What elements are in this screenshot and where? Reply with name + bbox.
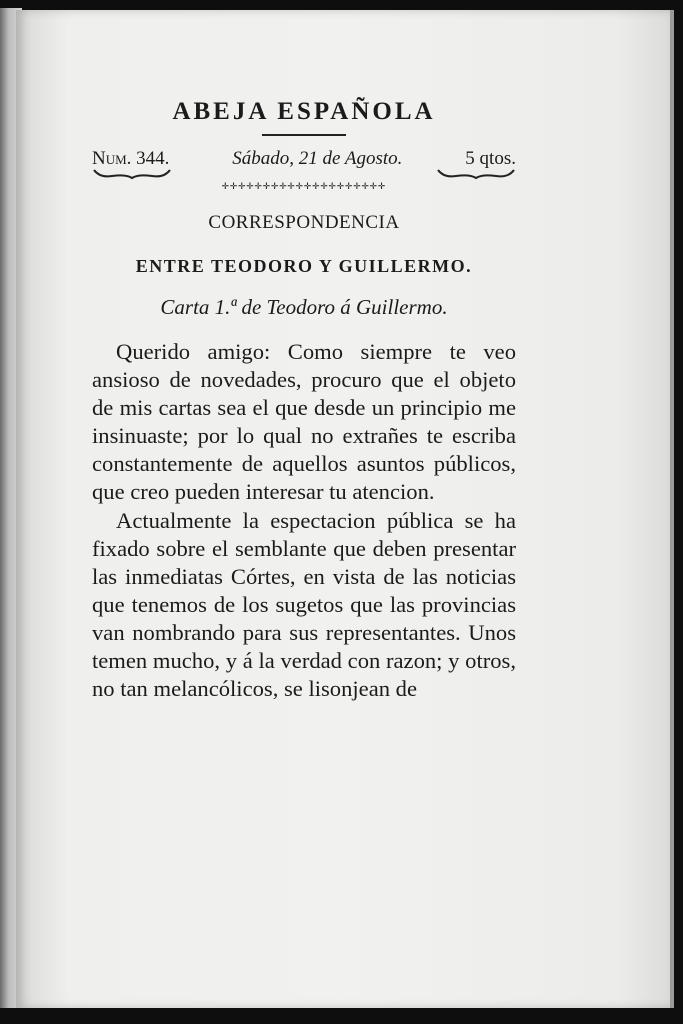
newspaper-title: ABEJA ESPAÑOLA <box>172 98 436 125</box>
ornament-divider: ✛✛✛✛✛✛✛✛✛✛✛✛✛✛✛✛✛✛✛✛ <box>221 178 387 192</box>
issue-number: Num. 344. <box>92 148 170 169</box>
page-edge <box>670 10 674 1008</box>
left-flourish-icon <box>92 168 172 182</box>
issue-price: 5 qtos. <box>465 148 516 169</box>
issue-date: Sábado, 21 de Agosto. <box>232 148 403 169</box>
right-flourish-icon <box>436 168 516 182</box>
article-subtitle: ENTRE TEODORO Y GUILLERMO. <box>135 256 473 276</box>
article-body <box>92 338 516 703</box>
book-page <box>16 10 670 1008</box>
title-rule <box>262 134 346 136</box>
letter-title: Carta 1.ª de Teodoro á Guillermo. <box>160 295 448 319</box>
page-content <box>92 98 516 703</box>
section-title: CORRESPONDENCIA <box>208 212 400 233</box>
issue-line <box>92 148 516 170</box>
paragraph: Querido amigo: Como siempre te veo ansioso de novedades, procuro que el objeto de mis cartas sea el que desde un principio me insinuaste; por lo qual no extrañes te escriba constantemente de aquellos asuntos públicos, que creo pueden interesar tu atencion. <box>92 339 516 505</box>
paragraph: Actualmente la espectacion pública se ha fixado sobre el semblante que deben presentar las inmediatas Córtes, en vista de las noticias que tenemos de los sugetos que las provincias van nombrando para sus representantes. Unos temen mucho, y á la verdad con razon; y otros, no tan melancólicos, se lisonjean de <box>92 507 516 702</box>
